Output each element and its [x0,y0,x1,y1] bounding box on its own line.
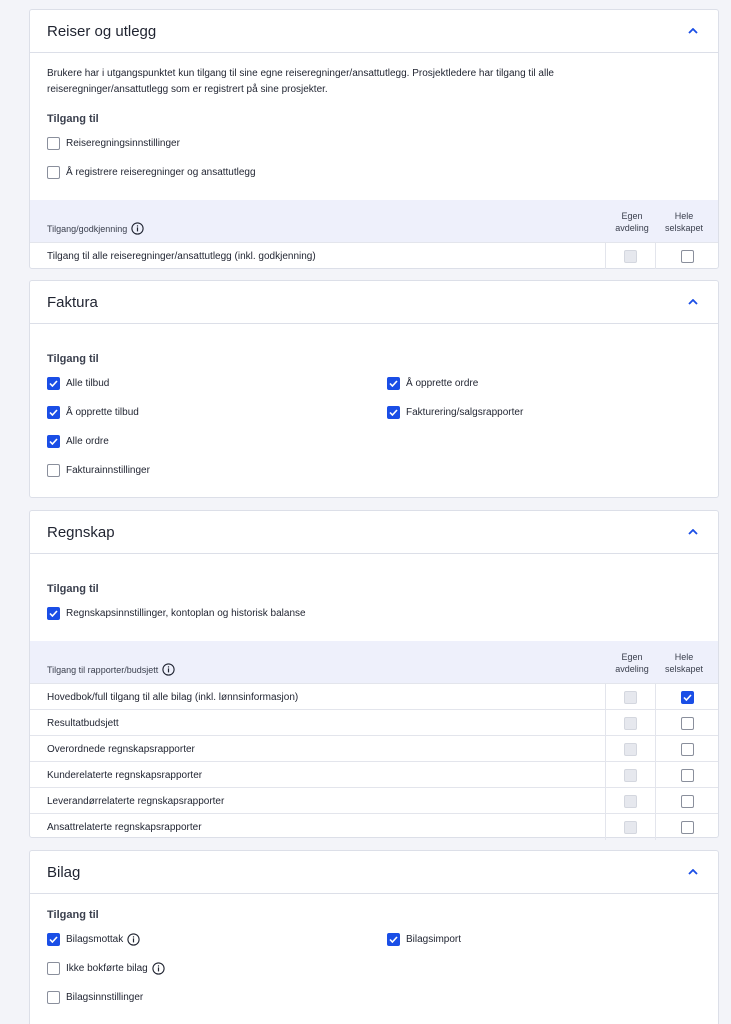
section-bilag [29,850,719,1024]
row-label: Hovedbok/full tilgang til alle bilag (inkl. lønnsinformasjon) [47,691,299,703]
checkbox[interactable] [47,991,60,1004]
info-icon[interactable] [162,663,175,676]
cell-whole-company [655,736,719,762]
row-label: Tilgang til alle reiseregninger/ansattutlegg (inkl. godkjenning) [47,250,316,262]
checkbox-label: Å opprette ordre [406,378,479,389]
cell-own-department [605,788,655,814]
cell-whole-company [655,710,719,736]
column-header-whole-company: Hele selskapet [664,652,704,674]
checkbox-disabled [624,250,637,263]
checkbox-label: Fakturering/salgsrapporter [406,407,524,418]
row-label: Overordnede regnskapsrapporter [47,743,195,755]
section-title: Regnskap [47,523,115,541]
info-icon[interactable] [131,222,144,235]
checkbox-alle-ordre[interactable] [47,435,109,448]
checkbox-disabled [624,821,637,834]
section-faktura [29,280,719,498]
cell-own-department [605,243,655,269]
table-header [30,641,718,683]
checkbox-disabled [624,743,637,756]
checkbox[interactable] [681,717,694,730]
section-header[interactable] [30,10,718,53]
checkbox-reiseregningsinnstillinger[interactable] [47,137,180,150]
checkbox-fakturering-salgsrapporter[interactable] [387,406,523,419]
cell-whole-company [655,788,719,814]
cell-own-department [605,710,655,736]
checkbox-checked[interactable] [681,691,694,704]
checkbox-regnskapsinnstillinger[interactable] [47,607,306,620]
checkbox-bilagsmottak[interactable] [47,933,140,946]
table-header-text: Tilgang til rapporter/budsjett [47,664,159,675]
checkbox-ikke-bokforte-bilag[interactable] [47,962,165,975]
checkbox-bilagsinnstillinger[interactable] [47,991,143,1004]
checkbox-opprette-ordre[interactable] [387,377,478,390]
checkbox[interactable] [47,464,60,477]
table-row [30,709,718,735]
checkbox-checked[interactable] [47,933,60,946]
access-heading: Tilgang til [47,353,99,365]
table-row [30,787,718,813]
row-label: Leverandørrelaterte regnskapsrapporter [47,795,225,807]
checkbox-label: Reiseregningsinnstillinger [66,138,180,149]
column-header-whole-company: Hele selskapet [664,211,704,233]
checkbox-opprette-tilbud[interactable] [47,406,139,419]
table-header-label [47,663,175,676]
cell-own-department [605,684,655,710]
checkbox-label: Bilagsinnstillinger [66,992,144,1003]
section-title: Bilag [47,863,81,881]
checkbox-label: Bilagsmottak [66,934,124,945]
access-heading: Tilgang til [47,113,99,125]
checkbox[interactable] [47,137,60,150]
checkbox[interactable] [47,166,60,179]
checkbox-label: Ikke bokførte bilag [66,963,148,974]
cell-whole-company [655,762,719,788]
checkbox-label: Bilagsimport [406,934,462,945]
checkbox[interactable] [47,962,60,975]
checkbox-label: Alle ordre [66,436,109,447]
checkbox-bilagsimport[interactable] [387,933,461,946]
section-reiser-og-utlegg [29,9,719,269]
column-header-own-department: Egen avdeling [615,652,649,674]
checkbox-fakturainnstillinger[interactable] [47,464,150,477]
cell-own-department [605,762,655,788]
access-heading: Tilgang til [47,583,99,595]
checkbox-checked[interactable] [47,607,60,620]
checkbox-checked[interactable] [47,406,60,419]
checkbox-checked[interactable] [387,377,400,390]
checkbox-checked[interactable] [387,933,400,946]
cell-own-department [605,736,655,762]
table-header-label [47,222,144,235]
checkbox-label: Alle tilbud [66,378,110,389]
cell-own-department [605,814,655,840]
checkbox-disabled [624,717,637,730]
row-label: Resultatbudsjett [47,717,119,729]
section-regnskap [29,510,719,838]
row-label: Kunderelaterte regnskapsrapporter [47,769,203,781]
chevron-up-icon[interactable] [686,295,700,309]
access-heading: Tilgang til [47,909,99,921]
cell-whole-company [655,684,719,710]
chevron-up-icon[interactable] [686,24,700,38]
checkbox-label: Fakturainnstillinger [66,465,150,476]
info-icon[interactable] [127,933,140,946]
checkbox-checked[interactable] [47,377,60,390]
section-title: Faktura [47,293,98,311]
table-row [30,683,718,709]
checkbox[interactable] [681,250,694,263]
checkbox-label: Regnskapsinnstillinger, kontoplan og historisk balanse [66,608,306,619]
table-row [30,761,718,787]
section-header[interactable] [30,281,718,324]
cell-whole-company [655,814,719,840]
chevron-up-icon[interactable] [686,525,700,539]
checkbox[interactable] [681,743,694,756]
checkbox[interactable] [681,821,694,834]
table-header-text: Tilgang/godkjenning [47,223,128,234]
row-label: Ansattrelaterte regnskapsrapporter [47,821,202,833]
checkbox-label: Å opprette tilbud [66,407,139,418]
chevron-up-icon[interactable] [686,865,700,879]
checkbox-registrere-reiseregninger[interactable] [47,166,256,179]
checkbox[interactable] [681,795,694,808]
column-header-own-department: Egen avdeling [615,211,649,233]
cell-whole-company [655,243,719,269]
checkbox-disabled [624,691,637,704]
checkbox-checked[interactable] [47,435,60,448]
checkbox-disabled [624,769,637,782]
checkbox-label: Å registrere reiseregninger og ansattutlegg [66,167,256,178]
checkbox-alle-tilbud[interactable] [47,377,109,390]
section-title: Reiser og utlegg [47,22,157,40]
checkbox-disabled [624,795,637,808]
section-header[interactable] [30,851,718,894]
table-row [30,242,718,268]
table-row [30,735,718,761]
section-description: Brukere har i utgangspunktet kun tilgang til sine egne reiseregninger/ansattutlegg. Prosjektledere har tilgang til alle reiseregninger/ansattutlegg som er registrert på sine prosjekter. [47,68,554,95]
section-header[interactable] [30,511,718,554]
checkbox-checked[interactable] [387,406,400,419]
table-row [30,813,718,839]
info-icon[interactable] [152,962,165,975]
table-header [30,200,718,242]
checkbox[interactable] [681,769,694,782]
